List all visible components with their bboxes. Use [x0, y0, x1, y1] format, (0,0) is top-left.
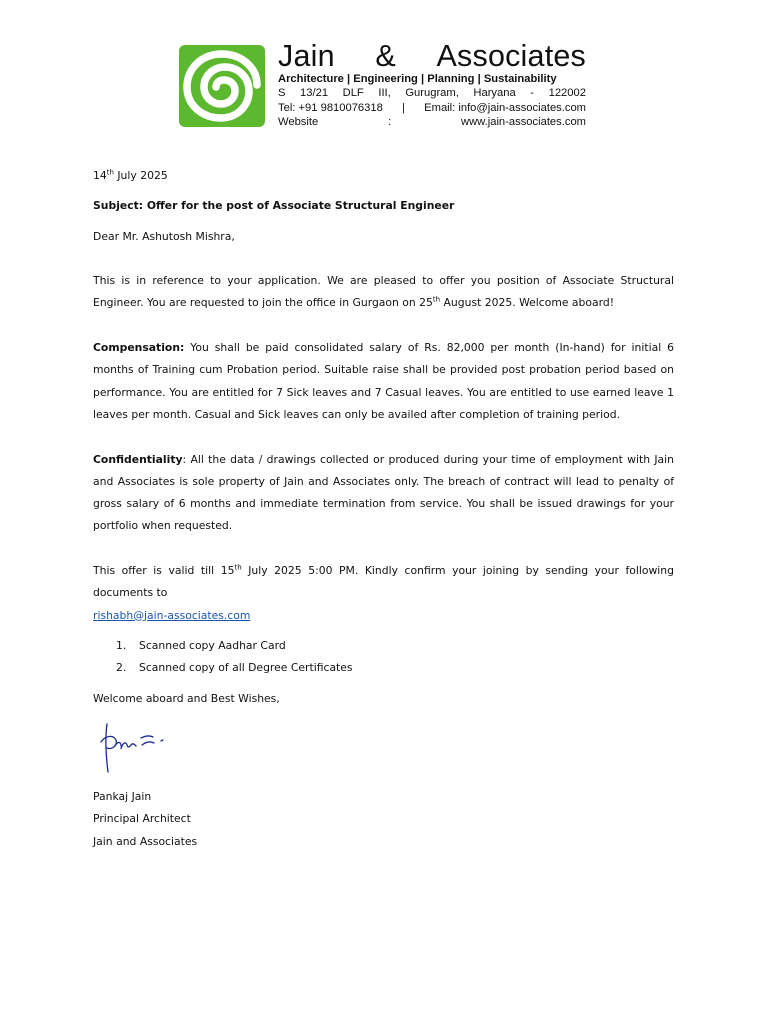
- validity-date-suffix: th: [234, 563, 242, 572]
- list-item-text: Scanned copy Aadhar Card: [139, 638, 286, 652]
- address-part: III,: [378, 87, 391, 99]
- confidentiality-text: : All the data / drawings collected or produced during your time of employment with Jain and Associates is sole property of Jain and Associates only. The breach of contract will lead to penalty of gross salary of 6 months and immediate termination from service. You shall be issued drawings for your portfolio when requested.: [93, 452, 674, 533]
- subject-text: Subject: Offer for the post of Associate Structural Engineer: [93, 199, 455, 213]
- firm-contact: [278, 101, 586, 116]
- jain-associates-logo-icon: [179, 45, 265, 127]
- list-item: [93, 657, 674, 679]
- intro-text: This is in reference to your application. We are pleased to offer you position of Associate Structural Engineer. You are requested to join the office in Gurgaon on 25: [93, 274, 674, 310]
- signer-organization: Jain and Associates: [93, 834, 198, 848]
- firm-email: Email: info@jain-associates.com: [424, 101, 586, 114]
- closing-line: Welcome aboard and Best Wishes,: [93, 691, 280, 705]
- date-suffix: th: [106, 168, 114, 177]
- firm-website: www.jain-associates.com: [461, 116, 586, 128]
- separator: |: [402, 101, 405, 114]
- intro-text-end: August 2025. Welcome aboard!: [440, 296, 615, 310]
- compensation-text: You shall be paid consolidated salary of Rs. 82,000 per month (In-hand) for initial 6 months of Training cum Probation period. Suitable raise shall be provided post probation period based on performance. You are entitled for 7 Sick leaves and 7 Casual leaves. You are entitled to use earned leave 1 leaves per month. Casual and Sick leaves can only be availed after completion of training period.: [93, 341, 674, 421]
- address-part: Gurugram,: [405, 87, 459, 99]
- date-month-year: July 2025: [113, 169, 168, 182]
- list-item: [93, 635, 674, 657]
- list-item-text: Scanned copy of all Degree Certificates: [139, 661, 353, 675]
- list-item-number: 1.: [116, 638, 127, 652]
- compensation-label: Compensation:: [93, 341, 185, 355]
- signature-icon: [95, 716, 181, 778]
- firm-telephone: Tel: +91 9810076318: [278, 101, 383, 114]
- letter-subject: [93, 195, 674, 217]
- address-part: 122002: [548, 87, 586, 99]
- intro-paragraph: [93, 270, 674, 315]
- address-part: DLF: [342, 87, 364, 99]
- letterhead: [278, 40, 586, 130]
- address-part: 13/21: [300, 87, 329, 99]
- contact-email-link[interactable]: rishabh@jain-associates.com: [93, 608, 251, 622]
- letter-date: [93, 165, 674, 187]
- firm-name-part: Jain: [278, 39, 335, 73]
- validity-text-end: July 2025 5:00 PM. Kindly confirm your joining by sending your following documents to: [93, 564, 675, 600]
- website-label: Website: [278, 116, 319, 128]
- validity-text: This offer is valid till 15: [93, 564, 235, 578]
- firm-name-part: Associates: [436, 39, 586, 73]
- signer-title: Principal Architect: [93, 812, 191, 826]
- salutation: Dear Mr. Ashutosh Mishra,: [93, 229, 235, 243]
- address-part: S: [278, 87, 286, 99]
- list-item-number: 2.: [116, 661, 127, 675]
- confidentiality-paragraph: [93, 449, 674, 538]
- letter-body: [93, 165, 674, 853]
- join-date-suffix: th: [432, 295, 441, 304]
- firm-tagline: Architecture | Engineering | Planning | Sustainability: [278, 73, 557, 85]
- firm-website-line: [278, 115, 586, 130]
- compensation-paragraph: [93, 337, 674, 426]
- contact-email-line: [93, 605, 674, 627]
- firm-address: [278, 86, 586, 101]
- website-colon: :: [388, 116, 392, 128]
- address-part: -: [530, 87, 535, 99]
- firm-name: [278, 40, 586, 72]
- signer-name: Pankaj Jain: [93, 790, 152, 804]
- address-part: Haryana: [473, 87, 516, 99]
- validity-paragraph: [93, 560, 674, 605]
- firm-name-part: &: [375, 39, 396, 73]
- confidentiality-label: Confidentiality: [93, 452, 183, 466]
- documents-list: [93, 635, 674, 680]
- date-day: 14: [93, 169, 107, 182]
